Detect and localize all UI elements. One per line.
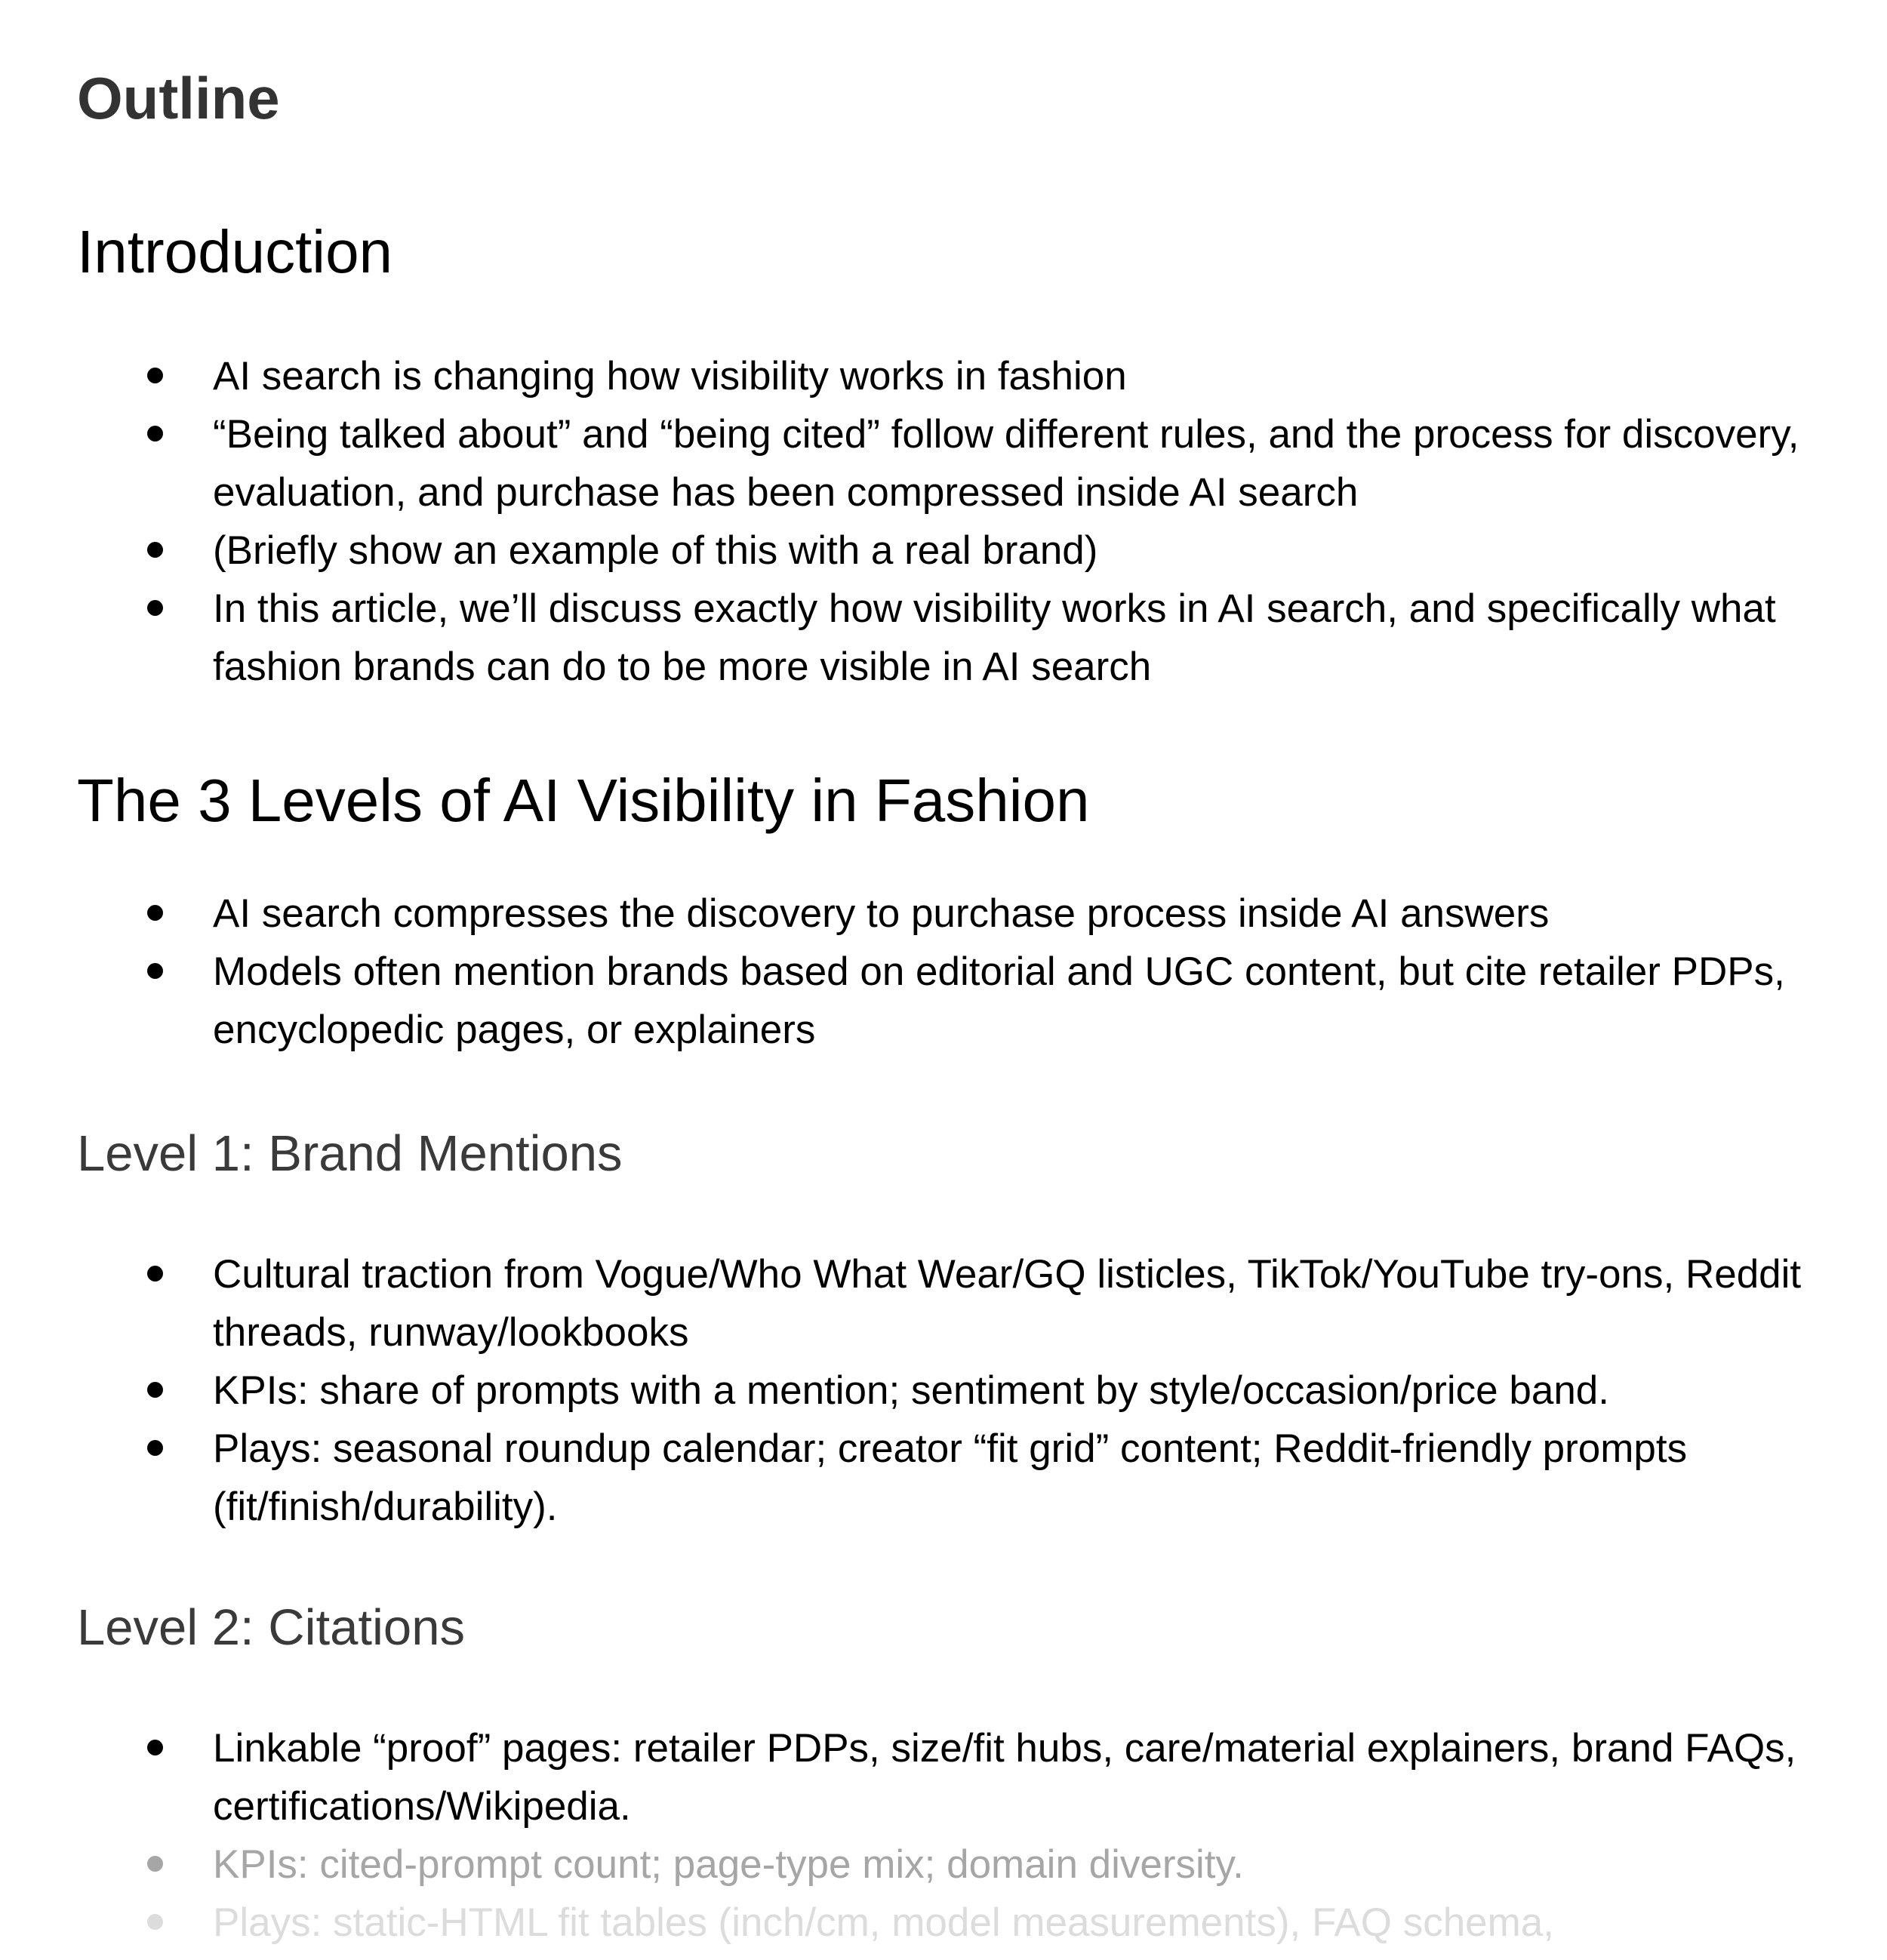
list-item: “Being talked about” and “being cited” follow different rules, and the process for discovery, evaluation, and purchase has been compressed inside AI search <box>77 405 1858 522</box>
bullet-icon <box>147 1740 163 1755</box>
introduction-bullet-list <box>77 347 1858 696</box>
bullet-icon <box>147 1440 163 1456</box>
bullet-icon <box>147 1266 163 1282</box>
bullet-icon <box>147 1382 163 1398</box>
brand-mentions-bullet-list <box>77 1245 1858 1536</box>
list-item: Plays: seasonal roundup calendar; creator “fit grid” content; Reddit-friendly prompts (fit/finish/durability). <box>77 1420 1858 1536</box>
bullet-icon <box>147 1914 163 1930</box>
list-item: AI search is changing how visibility works in fashion <box>77 347 1858 405</box>
bullet-icon <box>147 905 163 921</box>
bullet-icon <box>147 600 163 616</box>
bullet-icon <box>147 963 163 979</box>
list-item: In this article, we’ll discuss exactly how visibility works in AI search, and specifically what fashion brands can do to be more visible in AI search <box>77 580 1858 696</box>
list-item: (Briefly show an example of this with a real brand) <box>77 522 1858 580</box>
list-item: Linkable “proof” pages: retailer PDPs, size/fit hubs, care/material explainers, brand FAQs, certifications/Wikipedia. <box>77 1719 1858 1835</box>
section-heading-citations: Level 2: Citations <box>77 1599 465 1656</box>
list-item: Cultural traction from Vogue/Who What Wear/GQ listicles, TikTok/YouTube try-ons, Reddit threads, runway/lookbooks <box>77 1245 1858 1362</box>
list-item: KPIs: cited-prompt count; page-type mix; domain diversity. <box>77 1835 1858 1894</box>
outline-title: Outline <box>77 65 280 131</box>
list-item: KPIs: share of prompts with a mention; sentiment by style/occasion/price band. <box>77 1362 1858 1420</box>
bullet-icon <box>147 368 163 383</box>
citations-bullet-list <box>77 1719 1858 1952</box>
section-heading-levels: The 3 Levels of AI Visibility in Fashion <box>77 767 1090 834</box>
section-heading-brand-mentions: Level 1: Brand Mentions <box>77 1125 623 1182</box>
list-item: Models often mention brands based on editorial and UGC content, but cite retailer PDPs, encyclopedic pages, or explainers <box>77 943 1858 1059</box>
list-item: Plays: static-HTML fit tables (inch/cm, model measurements), FAQ schema, <box>77 1894 1858 1952</box>
bullet-icon <box>147 542 163 558</box>
levels-bullet-list <box>77 885 1858 1059</box>
bullet-icon <box>147 1856 163 1872</box>
list-item: AI search compresses the discovery to purchase process inside AI answers <box>77 885 1858 943</box>
section-heading-introduction: Introduction <box>77 218 393 285</box>
bullet-icon <box>147 426 163 442</box>
